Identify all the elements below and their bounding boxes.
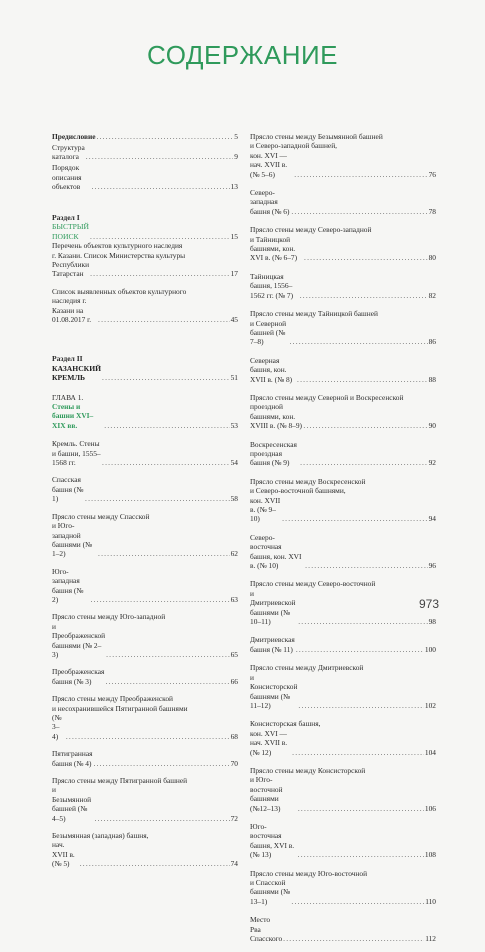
entry-title: Место Рва Спасского [250,915,283,944]
chapter-title-wrap [52,393,103,431]
entry-title-line: и несохранившейся Пятигранной башнями [52,703,188,713]
toc-entry[interactable] [52,776,238,823]
entry-page: 96 [428,561,436,571]
toc-entry[interactable] [250,272,436,300]
dot-leader [291,897,424,906]
entry-title: Предисловие [52,132,96,141]
entry-title-line: Прясло стены между Северной и Воскресенской [250,392,404,402]
toc-entry[interactable] [52,143,238,162]
dot-leader [98,315,230,324]
entry-last-line [250,151,436,179]
dot-leader [90,269,230,278]
entry-last-line [250,440,436,468]
entry-title-line: Прясло стены между Дмитриевской [250,663,364,673]
page-title: СОДЕРЖАНИЕ [146,40,338,70]
entry-title: и Северной башней (№ 7–8) [250,318,287,347]
entry-last-line [52,622,238,660]
section-title: БЫСТРЫЙ ПОИСК [52,222,90,241]
entry-title: Юго-восточная башня, XVI в. (№ 13) [250,821,295,860]
section-label: Раздел II [52,354,83,364]
entry-last-line [250,356,436,384]
entry-last-line [250,235,436,263]
entry-title-line: Прясло стены между Консисторской [250,765,366,775]
entry-title: Юго-западная башня (№ 2) [52,566,84,604]
entry-title: и Безымянной башней (№ 4–5) [52,785,92,823]
entry-title: Республики Татарстан [52,259,90,279]
dot-leader [90,232,230,241]
dot-leader [80,859,230,868]
dot-leader [282,514,427,523]
entry-page: 17 [230,269,238,279]
dot-leader [97,132,234,141]
entry-title: и Юго-западной башнями (№ 1–2) [52,521,93,559]
entry-page: 100 [424,644,436,654]
entry-last-line [52,749,238,768]
entry-page: 80 [428,253,436,263]
dot-leader [85,494,230,503]
entry-title-line: Консисторская башня, [250,719,321,729]
entry-last-line [52,521,238,559]
toc-entry[interactable] [250,393,436,431]
dot-leader [296,645,424,654]
entry-title-line: Перечень объектов культурного наследия [52,241,183,251]
toc-entry[interactable] [52,567,238,605]
dot-leader [86,152,234,161]
dot-leader [303,421,427,430]
entry-page: 94 [428,514,436,524]
entry-page: 58 [230,494,238,504]
chapter-page: 53 [230,420,238,430]
entry-last-line [52,296,238,324]
entry-title-line: Безымянная (западная) башня, [52,831,149,841]
entry-title-line: и Северо-западной башней, [250,141,338,151]
toc-entry[interactable] [250,477,436,524]
entry-page: 78 [428,206,436,216]
entry-page: 66 [230,676,238,686]
dot-leader [102,458,230,467]
dot-leader [95,814,230,823]
toc-entry[interactable] [52,287,238,325]
toc-entry[interactable] [250,663,436,710]
entry-page: 13 [230,182,238,192]
entry-last-line [250,915,436,943]
toc-entry[interactable] [52,831,238,869]
dot-leader [291,207,427,216]
toc-right-column [250,132,436,952]
entry-last-line [52,567,238,605]
entry-title: Преображенская башня (№ 3) [52,667,105,686]
entry-title: Структура каталога [52,142,85,162]
entry-page: 112 [425,934,436,944]
dot-leader [102,373,230,382]
entry-page: 62 [230,549,238,559]
toc-entry[interactable] [52,163,238,191]
entry-last-line [52,132,238,141]
toc-entry[interactable] [52,667,238,686]
toc-left-column [52,132,238,877]
entry-title: Пятигранная башня (№ 4) [52,749,93,768]
entry-title-line: Прясло стены между Безымянной башней [250,132,383,141]
toc-entry[interactable] [52,512,238,559]
entry-title: и Консисторской башнями (№ 11–12) [250,672,298,710]
entry-page: 104 [424,747,436,757]
entry-page: 110 [425,896,436,906]
entry-last-line [250,729,436,757]
dot-leader [298,617,427,626]
entry-title-line: Прясло стены между Юго-западной [52,612,166,622]
section-heading[interactable] [52,364,238,383]
entry-page: 70 [230,758,238,768]
entry-last-line [52,840,238,868]
entry-page: 82 [428,290,436,300]
dot-leader [297,375,428,384]
entry-page: 5 [234,132,238,141]
section-page: 51 [230,373,238,383]
entry-last-line [250,402,436,430]
toc-entry[interactable] [52,439,238,467]
entry-last-line [250,635,436,654]
dot-leader [292,748,424,757]
toc-entry[interactable] [250,533,436,571]
entry-last-line [250,878,436,906]
entry-title: (№ 3–4) [52,713,62,741]
dot-leader [298,850,424,859]
entry-page: 102 [424,700,436,710]
toc-entry[interactable] [250,440,436,468]
entry-last-line [52,143,238,162]
toc-entry[interactable] [250,356,436,384]
entry-title-line: и Северо-восточной башнями, [250,486,346,496]
toc-entry[interactable] [52,612,238,659]
entry-title-line: Список выявленных объектов культурного [52,286,187,296]
dot-leader [304,253,428,262]
toc-entry[interactable] [250,309,436,347]
entry-page: 9 [234,152,238,162]
section-label: Раздел I [52,212,80,222]
entry-page: 68 [230,731,238,741]
page-number: 973 [419,597,440,611]
entry-page: 45 [230,315,238,324]
dot-leader [98,549,230,558]
entry-last-line [52,260,238,279]
entry-last-line [250,775,436,813]
chapter-title: Стены и башни XVI–XIX вв. [52,402,94,430]
dot-leader [94,759,230,768]
entry-last-line [250,589,436,627]
toc-entry[interactable] [250,822,436,860]
entry-page: 86 [428,337,436,347]
dot-leader [106,650,229,659]
entry-title: наследия г. Казани на 01.08.2017 г. [52,296,92,324]
entry-title-line: Прясло стены между Юго-восточной [250,868,368,878]
entry-page: 98 [428,617,436,627]
toc-entry[interactable] [250,579,436,626]
toc-entry[interactable] [52,132,238,141]
toc-entry[interactable] [250,635,436,654]
dot-leader [283,934,424,943]
entry-title-line: Прясло стены между Воскресенской [250,476,366,486]
dot-leader [300,458,428,467]
toc-entry[interactable] [250,132,436,179]
entry-title-line: Прясло стены между Преображенской [52,694,174,704]
entry-last-line [250,822,436,860]
entry-page: 92 [428,458,436,468]
entry-last-line [52,439,238,467]
section-heading[interactable] [52,222,238,241]
entry-last-line [52,475,238,503]
toc-entry[interactable] [52,749,238,768]
entry-page: 90 [428,421,436,431]
entry-title: кон. XVI — нач. XVII в. (№ 5–6) [250,150,288,179]
entry-title-line: г. Казани. Список Министерства культуры [52,250,186,260]
entry-title: проездной башнями, кон. XVIII в. (№ 8–9) [250,402,302,431]
entry-title: кон. XVII в. (№ 9–10) [250,495,281,524]
entry-last-line [52,163,238,191]
entry-last-line [250,272,436,300]
section-title: КАЗАНСКИЙ КРЕМЛЬ [52,363,102,383]
toc-entry[interactable] [52,475,238,503]
entry-title-line: Прясло стены между Пятигранной башней [52,776,188,786]
dot-leader [300,291,428,300]
entry-title: Северо-западная башня (№ 6) [250,188,290,216]
entry-page: 88 [428,374,436,384]
entry-title: и Юго-восточной башнями (№12–13) [250,775,283,813]
entry-title: нач. XVII в. (№ 5) [52,840,75,869]
entry-last-line [250,319,436,347]
entry-page: 54 [230,458,238,468]
entry-title-line: Прясло стены между Тайницкой башней [250,309,378,319]
toc-entry[interactable] [250,869,436,907]
entry-last-line [52,785,238,823]
dot-leader [290,337,428,346]
entry-title: Дмитриевская башня (№ 11) [250,635,295,654]
dot-leader [105,677,229,686]
dot-leader [305,561,427,570]
entry-title-line: Прясло стены между Северо-западной [250,225,372,235]
section-page: 15 [230,231,238,241]
toc-entry[interactable] [52,241,238,279]
dot-leader [66,732,230,741]
chapter-heading[interactable] [52,393,238,431]
dot-leader [294,170,427,179]
entry-last-line [250,533,436,571]
entry-last-line [52,667,238,686]
entry-title: и Спасской башнями (№ 13–1) [250,878,291,906]
toc-entry[interactable] [250,915,436,943]
toc-entry[interactable] [250,719,436,757]
entry-title: Порядок описания объектов [52,163,82,192]
entry-page: 63 [230,594,238,604]
entry-title: Северная башня, кон. XVII в. (№ 8) [250,355,293,384]
dot-leader [92,182,230,191]
entry-title: Воскресенская проездная башня (№ 9) [250,439,297,468]
dot-leader [298,804,424,813]
entry-last-line [250,496,436,524]
entry-page: 106 [424,803,436,813]
entry-title: и Дмитриевской башнями (№ 10–11) [250,588,296,627]
dot-leader [104,421,229,430]
dot-leader [298,701,424,710]
entry-last-line [250,673,436,711]
entry-title-line: Прясло стены между Северо-восточной [250,579,376,589]
toc-entry[interactable] [250,188,436,216]
entry-last-line [52,713,238,741]
entry-last-line [250,188,436,216]
entry-page: 76 [428,169,436,179]
dot-leader [91,595,230,604]
entry-page: 65 [230,649,238,659]
entry-title: Северо-восточная башня, кон. XVI в. (№ 10) [250,532,302,571]
entry-title: Кремль. Стены и башни, 1555–1568 гг. [52,439,101,468]
entry-title: кон. XVI — нач. XVII в. (№ 12) [250,728,288,757]
entry-page: 74 [230,859,238,869]
toc-entry[interactable] [250,225,436,263]
entry-title: Тайницкая башня, 1556–1562 гг. (№ 7) [250,271,294,300]
entry-title: Спасская башня (№ 1) [52,475,84,504]
toc-entry[interactable] [250,766,436,813]
entry-title: и Тайницкой башнями, кон. XVI в. (№ 6–7) [250,234,298,263]
entry-page: 108 [424,850,436,860]
chapter-prefix: ГЛАВА 1. [52,392,84,402]
entry-page: 72 [230,813,238,823]
toc-entry[interactable] [52,694,238,741]
entry-title-line: Прясло стены между Спасской [52,511,150,521]
entry-title: и Преображенской башнями (№ 2–3) [52,621,106,659]
